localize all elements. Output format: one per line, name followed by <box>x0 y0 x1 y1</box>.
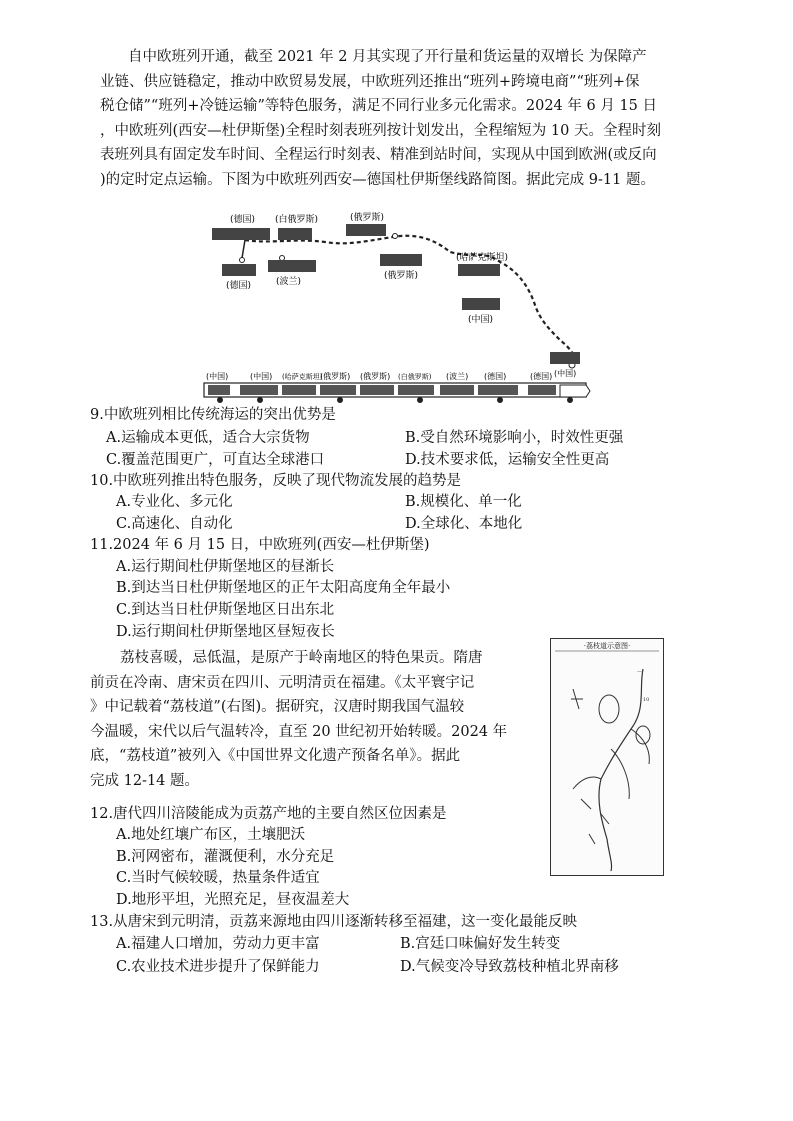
train-label: (德国) <box>530 372 553 381</box>
map-label-country: (德国) <box>226 281 252 291</box>
option-b: B.到达当日杜伊斯堡地区的正午太阳高度角全年最小 <box>116 580 451 596</box>
intro-paragraph-2 <box>90 646 540 793</box>
intro1-line: 税仓储”“班列+冷链运输”等特色服务，满足不同行业多元化需求。2024 年 6 月 15 日 <box>100 98 658 114</box>
option-a: A.专业化、多元化 <box>116 494 233 510</box>
intro2-line: 前贡在冷南、唐宋贡在四川、元明清贡在福建。《太平寰宇记 <box>90 674 475 691</box>
map-label-country: (白俄罗斯) <box>275 215 319 225</box>
svg-text:—: — <box>637 669 642 675</box>
question-stem: 11.2024 年 6 月 15 日，中欧班列(西安—杜伊斯堡) <box>90 537 430 553</box>
option-c: C.到达当日杜伊斯堡地区日出东北 <box>116 602 335 618</box>
option-d: D.运行期间杜伊斯堡地区昼短夜长 <box>116 624 335 640</box>
option-b: B.宫廷口味偏好发生转变 <box>400 936 561 952</box>
option-c: C.覆盖范围更广，可直达全球港口 <box>106 452 325 468</box>
option-b: B.河网密布，灌溉便利，水分充足 <box>116 849 335 865</box>
train-illustration <box>204 371 590 403</box>
lychee-road-map <box>550 638 664 876</box>
question-stem: 12.唐代四川涪陵能成为贡荔产地的主要自然区位因素是 <box>90 806 447 822</box>
svg-text:10: 10 <box>643 697 650 703</box>
intro1-line: ，中欧班列(西安—杜伊斯堡)全程时刻表班列按计划发出，全程缩短为 10 天。全程时刻 <box>100 122 661 139</box>
road-map-header: ·荔枝道示意图· <box>583 642 631 650</box>
option-d: D.地形平坦，光照充足，昼夜温差大 <box>116 892 350 908</box>
option-a: A.运输成本更低，适合大宗货物 <box>106 430 310 446</box>
train-label: (俄罗斯) <box>360 372 391 381</box>
intro1-line: 自中欧班列开通，截至 2021 年 2 月其实现了开行量和货运量的双增长 为保障产 <box>128 49 647 65</box>
option-b: B.规模化、单一化 <box>405 494 522 510</box>
train-label: (哈萨克斯坦) <box>282 373 323 381</box>
map-label-country: (俄罗斯) <box>384 271 419 281</box>
china-europe-railway-route-map <box>200 210 600 405</box>
intro2-line: 》中记载着“荔枝道”(右图)。据研究，汉唐时期我国气温较 <box>90 699 465 715</box>
question-stem: 13.从唐宋到元明清，贡荔来源地由四川逐渐转移至福建，这一变化最能反映 <box>90 914 578 930</box>
map-label-country: (中国) <box>554 369 577 378</box>
question-stem: 9.中欧班列相比传统海运的突出优势是 <box>90 407 336 423</box>
map-label-country: (哈萨克斯坦) <box>456 253 509 263</box>
option-b: B.受自然环境影响小，时效性更强 <box>405 430 624 446</box>
map-label-country: (俄罗斯) <box>350 213 385 223</box>
option-a: A.地处红壤广布区，土壤肥沃 <box>116 827 306 843</box>
intro2-line: 今温暖，宋代以后气温转冷，直至 20 世纪初开始转暖。2024 年 <box>90 723 508 740</box>
train-label: (波兰) <box>446 372 469 381</box>
intro1-line: 表班列具有固定发车时间、全程运行时刻表、精准到站时间，实现从中国到欧洲(或反向 <box>100 147 657 163</box>
question-stem: 10.中欧班列推出特色服务，反映了现代物流发展的趋势是 <box>90 473 462 489</box>
intro1-line: 业链、供应链稳定，推动中欧贸易发展，中欧班列还推出“班列+跨境电商”“班列+保 <box>100 73 640 90</box>
train-label: (中国) <box>206 372 229 381</box>
option-d: D.技术要求低，运输安全性更高 <box>405 452 610 468</box>
option-a: A.运行期间杜伊斯堡地区的昼渐长 <box>116 559 335 575</box>
option-a: A.福建人口增加，劳动力更丰富 <box>116 936 320 952</box>
map-label-country: (中国) <box>468 315 494 325</box>
intro-paragraph-1 <box>100 45 690 192</box>
map-label-country: (德国) <box>230 215 256 225</box>
train-label: (德国) <box>484 372 507 381</box>
option-d: D.全球化、本地化 <box>405 516 523 532</box>
intro1-line: )的定时定点运输。下图为中欧班列西安—德国杜伊斯堡线路简图。据此完成 9-11 题。 <box>100 171 655 188</box>
option-c: C.高速化、自动化 <box>116 516 233 532</box>
train-label: (俄罗斯) <box>320 372 351 381</box>
intro2-line: 底，“荔枝道”被列入《中国世界文化遗产预备名单》。据此 <box>90 748 461 764</box>
option-c: C.农业技术进步提升了保鲜能力 <box>116 959 320 975</box>
train-label: (白俄罗斯) <box>398 373 432 381</box>
intro2-line: 荔枝喜暖，忌低温，是原产于岭南地区的特色果贡。隋唐 <box>120 650 483 666</box>
option-d: D.气候变冷导致荔枝种植北界南移 <box>400 959 619 975</box>
intro2-line: 完成 12-14 题。 <box>90 772 200 789</box>
map-label-country: (波兰) <box>276 277 302 287</box>
option-c: C.当时气候较暖，热量条件适宜 <box>116 870 320 886</box>
train-label: (中国) <box>250 372 273 381</box>
